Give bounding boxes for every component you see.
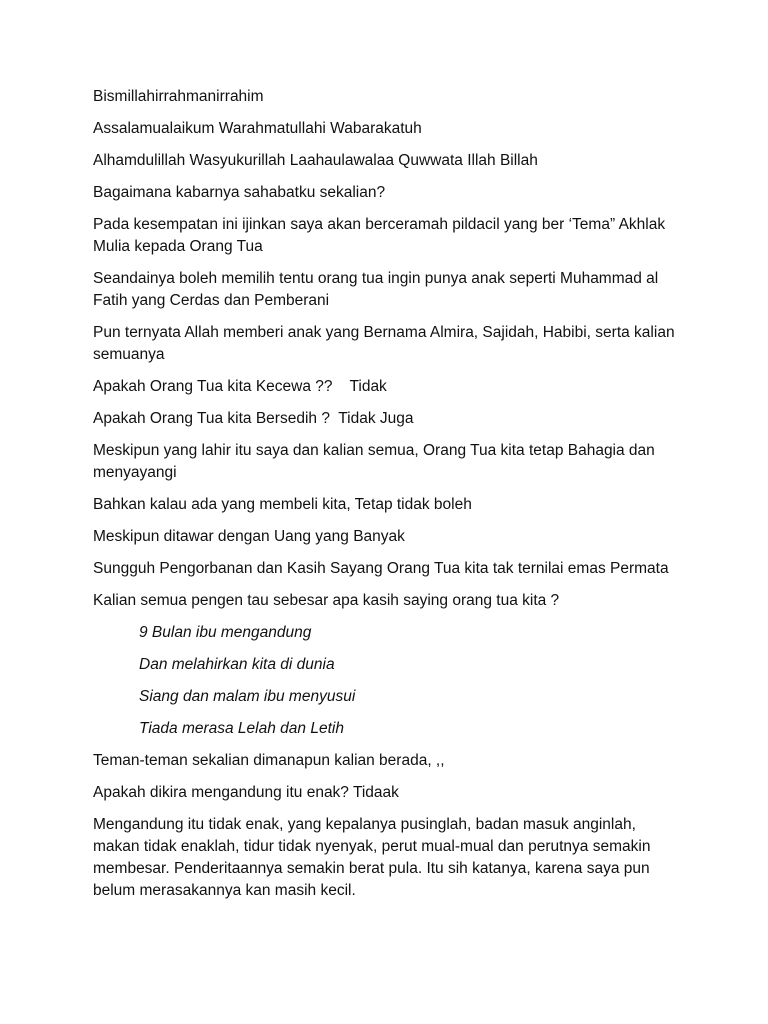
paragraph: Meskipun ditawar dengan Uang yang Banyak: [93, 528, 405, 545]
paragraph: Bagaimana kabarnya sahabatku sekalian?: [93, 184, 386, 201]
paragraph: Pada kesempatan ini ijinkan saya akan berceramah pildacil yang ber ‘Tema” Akhlak Mulia kepada Orang Tua: [93, 216, 670, 255]
paragraph: Pun ternyata Allah memberi anak yang Bernama Almira, Sajidah, Habibi, serta kalian semuanya: [93, 324, 679, 363]
paragraph: Bismillahirrahmanirrahim: [93, 88, 264, 105]
paragraph: Bahkan kalau ada yang membeli kita, Tetap tidak boleh: [93, 496, 472, 513]
poem-line: Siang dan malam ibu menyusui: [139, 688, 356, 705]
paragraph: Alhamdulillah Wasyukurillah Laahaulawalaa Quwwata Illah Billah: [93, 152, 538, 169]
poem-line: Tiada merasa Lelah dan Letih: [139, 720, 344, 737]
poem-line: 9 Bulan ibu mengandung: [139, 624, 312, 641]
paragraph: Seandainya boleh memilih tentu orang tua ingin punya anak seperti Muhammad al Fatih yang Cerdas dan Pemberani: [93, 270, 663, 309]
paragraph: Apakah dikira mengandung itu enak? Tidaak: [93, 784, 399, 801]
document-body: [93, 86, 683, 912]
paragraph: Sungguh Pengorbanan dan Kasih Sayang Orang Tua kita tak ternilai emas Permata: [93, 560, 669, 577]
paragraph: Mengandung itu tidak enak, yang kepalanya pusinglah, badan masuk anginlah, makan tidak enaklah, tidur tidak nyenyak, perut mual-mual dan perutnya semakin membesar. Penderitaannya semakin berat pula. Itu sih katanya, karena saya pun belum merasakannya kan masih kecil.: [93, 816, 655, 899]
paragraph: Apakah Orang Tua kita Bersedih ? Tidak Juga: [93, 410, 414, 427]
paragraph: Kalian semua pengen tau sebesar apa kasih saying orang tua kita ?: [93, 592, 560, 609]
poem-line: Dan melahirkan kita di dunia: [139, 656, 335, 673]
paragraph: Assalamualaikum Warahmatullahi Wabarakatuh: [93, 120, 422, 137]
paragraph: Meskipun yang lahir itu saya dan kalian semua, Orang Tua kita tetap Bahagia dan menyayangi: [93, 442, 660, 481]
paragraph: Teman-teman sekalian dimanapun kalian berada, ,,: [93, 752, 445, 769]
paragraph: Apakah Orang Tua kita Kecewa ?? Tidak: [93, 378, 387, 395]
